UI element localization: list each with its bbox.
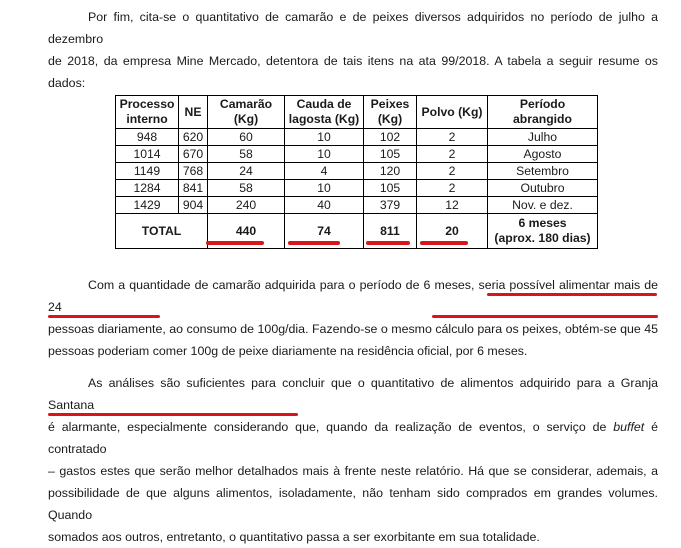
buffet-italic: buffet (613, 420, 645, 434)
cell-peixes: 120 (364, 163, 417, 180)
cell-ne: 670 (179, 146, 208, 163)
header-periodo: Período abrangido (488, 96, 598, 129)
table-row (116, 129, 598, 146)
cell-lagosta: 10 (285, 180, 364, 197)
highlight-underline (48, 413, 298, 416)
cell-peixes: 379 (364, 197, 417, 214)
paragraph-quantities-line-3: pessoas poderiam comer 100g de peixe diariamente na residência oficial, por 6 meses. (48, 344, 528, 358)
table-row (116, 163, 598, 180)
cell-periodo: Agosto (488, 146, 598, 163)
header-camarao: Camarão (Kg) (208, 96, 285, 129)
total-camarao: 440 (208, 214, 285, 249)
cell-processo: 1284 (116, 180, 179, 197)
total-polvo: 20 (417, 214, 488, 249)
cell-processo: 1429 (116, 197, 179, 214)
paragraph-intro (48, 6, 658, 94)
cell-lagosta: 10 (285, 146, 364, 163)
total-label: TOTAL (116, 214, 208, 249)
paragraph-conclusion-line-5: somados aos outros, entretanto, o quantitativo passa a ser exorbitante em sua totalidade. (48, 530, 540, 544)
cell-camarao: 58 (208, 180, 285, 197)
paragraph-conclusion-line-1: As análises são suficientes para concluir que o quantitativo de alimentos adquirido para a Granja Santana (48, 376, 658, 412)
cell-periodo: Nov. e dez. (488, 197, 598, 214)
header-lagosta: Cauda de lagosta (Kg) (285, 96, 364, 129)
cell-polvo: 12 (417, 197, 488, 214)
cell-polvo: 2 (417, 163, 488, 180)
paragraph-quantities-line-1: Com a quantidade de camarão adquirida para o período de 6 meses, seria possível alimentar mais de 24 (48, 278, 658, 314)
total-periodo: 6 meses (aprox. 180 dias) (488, 214, 598, 249)
cell-camarao: 24 (208, 163, 285, 180)
table-row (116, 180, 598, 197)
table-total-row (116, 214, 598, 249)
cell-lagosta: 10 (285, 129, 364, 146)
header-peixes: Peixes (Kg) (364, 96, 417, 129)
paragraph-conclusion-line-4: possibilidade de que alguns alimentos, isoladamente, não tenham sido comprados em grandes volumes. Quando (48, 486, 658, 522)
cell-processo: 948 (116, 129, 179, 146)
table-row (116, 146, 598, 163)
acquisitions-table (115, 95, 598, 249)
cell-polvo: 2 (417, 129, 488, 146)
paragraph-quantities-line-2: pessoas diariamente, ao consumo de 100g/dia. Fazendo-se o mesmo cálculo para os peixes, obtém-se que 45 (48, 322, 658, 336)
cell-ne: 768 (179, 163, 208, 180)
total-peixes: 811 (364, 214, 417, 249)
cell-lagosta: 4 (285, 163, 364, 180)
cell-peixes: 105 (364, 180, 417, 197)
cell-periodo: Setembro (488, 163, 598, 180)
cell-periodo: Outubro (488, 180, 598, 197)
total-lagosta-underline (288, 241, 340, 245)
table-header-row (116, 96, 598, 129)
paragraph-conclusion (48, 372, 658, 548)
cell-processo: 1149 (116, 163, 179, 180)
total-peixes-underline (366, 241, 410, 245)
paragraph-conclusion-line-2a: é alarmante, especialmente considerando que, quando da realização de eventos, o serviço de (48, 420, 614, 434)
cell-camarao: 240 (208, 197, 285, 214)
header-polvo: Polvo (Kg) (417, 96, 488, 129)
cell-ne: 620 (179, 129, 208, 146)
header-ne: NE (179, 96, 208, 129)
cell-peixes: 102 (364, 129, 417, 146)
cell-polvo: 2 (417, 180, 488, 197)
paragraph-conclusion-line-3: – gastos estes que serão melhor detalhados mais à frente neste relatório. Há que se considerar, ademais, a (48, 464, 658, 478)
header-processo: Processo interno (116, 96, 179, 129)
cell-ne: 841 (179, 180, 208, 197)
highlight-underline (48, 315, 160, 318)
highlight-underline (432, 315, 658, 318)
table-row (116, 197, 598, 214)
paragraph-quantities (48, 274, 658, 362)
cell-camarao: 60 (208, 129, 285, 146)
cell-processo: 1014 (116, 146, 179, 163)
paragraph-conclusion-line-2b: é contratado (48, 420, 658, 456)
cell-lagosta: 40 (285, 197, 364, 214)
paragraph-intro-line-2: de 2018, da empresa Mine Mercado, detentora de tais itens na ata 99/2018. A tabela a seguir resume os dados: (48, 54, 658, 90)
total-polvo-underline (420, 241, 468, 245)
total-lagosta: 74 (285, 214, 364, 249)
highlight-underline (487, 293, 657, 296)
paragraph-intro-line-1: Por fim, cita-se o quantitativo de camarão e de peixes diversos adquiridos no período de julho a dezembro (48, 10, 658, 46)
total-camarao-underline (206, 241, 264, 245)
cell-ne: 904 (179, 197, 208, 214)
cell-periodo: Julho (488, 129, 598, 146)
cell-camarao: 58 (208, 146, 285, 163)
cell-peixes: 105 (364, 146, 417, 163)
cell-polvo: 2 (417, 146, 488, 163)
